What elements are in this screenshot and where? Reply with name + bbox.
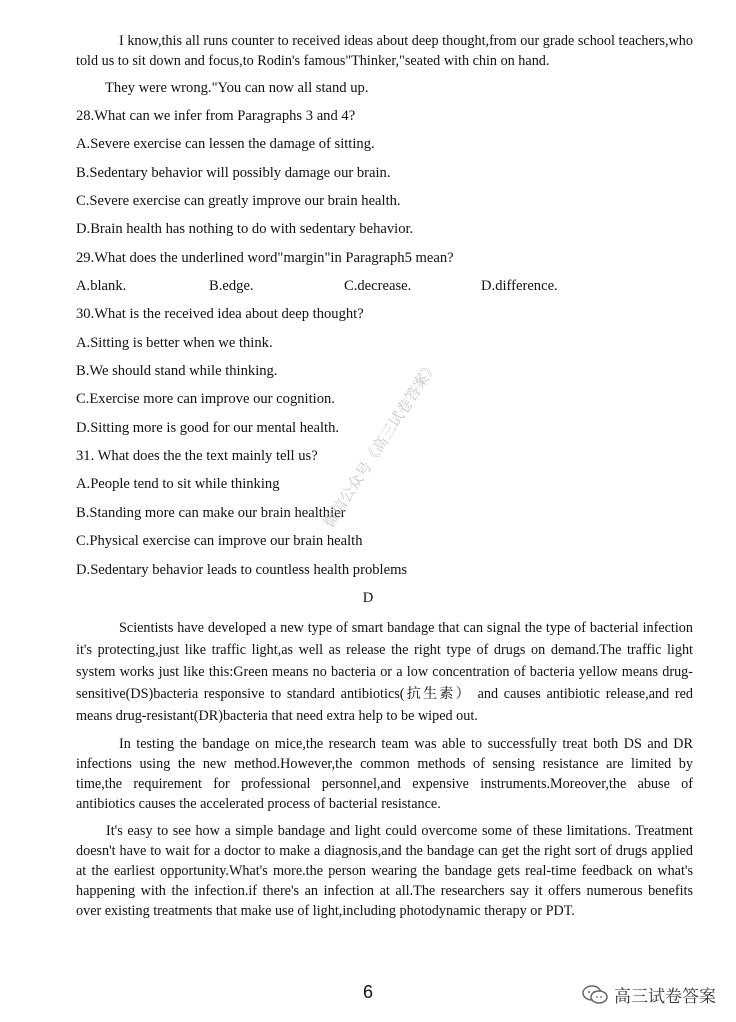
watermark: 微信公众号《高三试卷答案》 [319,357,441,531]
q31-option-b: B.Standing more can make our brain healthier [76,505,346,521]
q29-option-c: C.decrease. [344,278,412,294]
passage-d-paragraph-3 [76,821,693,921]
q28-option-c: C.Severe exercise can greatly improve our brain health. [76,193,401,209]
q31-option-d: D.Sedentary behavior leads to countless health problems [76,562,408,578]
question-29: 29.What does the underlined word"margin"in Paragraph5 mean? [76,250,454,266]
footer-brand [582,982,716,1007]
q30-option-d: D.Sitting more is good for our mental health. [76,420,340,436]
passage-d-text-2: In testing the bandage on mice,the research team was able to successfully treat both DS and DR infections using the new method.However,the common methods of sensing resistance are limited by time,the requirement for professional personnel,and expensive instruments.Moreover,the abuse of antibiotics causes the accelerated process of bacterial resistance. [76,736,693,812]
intro-paragraph-2: They were wrong."You can now all stand up. [105,80,369,96]
q28-option-a: A.Severe exercise can lessen the damage of sitting. [76,136,375,152]
q28-option-d: D.Brain health has nothing to do with sedentary behavior. [76,221,414,237]
q31-option-c: C.Physical exercise can improve our brain health [76,533,363,549]
question-28: 28.What can we infer from Paragraphs 3 and 4? [76,108,356,124]
question-31: 31. What does the the text mainly tell us? [76,448,318,464]
section-label: D [362,590,374,606]
q31-option-a: A.People tend to sit while thinking [76,476,280,492]
q30-option-b: B.We should stand while thinking. [76,363,278,379]
passage-d-text-1: Scientists have developed a new type of smart bandage that can signal the type of bacterial infection it's protecting,just like traffic light,as well as release the right type of drugs on demand.The traffic light system works just like this:Green means no bacteria or a low concentration of bacteria yellow means drug-sensitive(DS)bacteria responsive to standard antibiotics(抗生素） and causes antibiotic release,and red means drug-resistant(DR)bacteria that need extra help to be wiped out. [76,620,693,724]
intro-paragraph [76,31,693,71]
wechat-icon [582,985,608,1005]
question-30: 30.What is the received idea about deep thought? [76,306,364,322]
q29-option-d: D.difference. [481,278,558,294]
q29-option-b: B.edge. [209,278,254,294]
q30-option-a: A.Sitting is better when we think. [76,335,273,351]
passage-d-paragraph-1 [76,617,693,727]
passage-d-paragraph-2 [76,734,693,814]
q29-option-a: A.blank. [76,278,127,294]
q28-option-b: B.Sedentary behavior will possibly damage our brain. [76,165,391,181]
passage-d-text-3: It's easy to see how a simple bandage and light could overcome some of these limitations. Treatment doesn't have to wait for a doctor to make a diagnosis,and the bandage can get the right sort of drugs applied at the earliest opportunity.What's more.the person wearing the bandage gets real-time feedback on what's happening with the infection.if there's an infection at all.The researchers say it offers numerous benefits over existing treatments that make use of light,including photodynamic therapy or PDT. [76,823,693,919]
intro-paragraph-1: I know,this all runs counter to received ideas about deep thought,from our grade school teachers,who told us to sit down and focus,to Rodin's famous"Thinker,"seated with chin on hand. [76,33,693,69]
footer-text: 高三试卷答案 [614,987,716,1007]
page-number: 6 [362,982,373,1002]
q30-option-c: C.Exercise more can improve our cognition. [76,391,335,407]
